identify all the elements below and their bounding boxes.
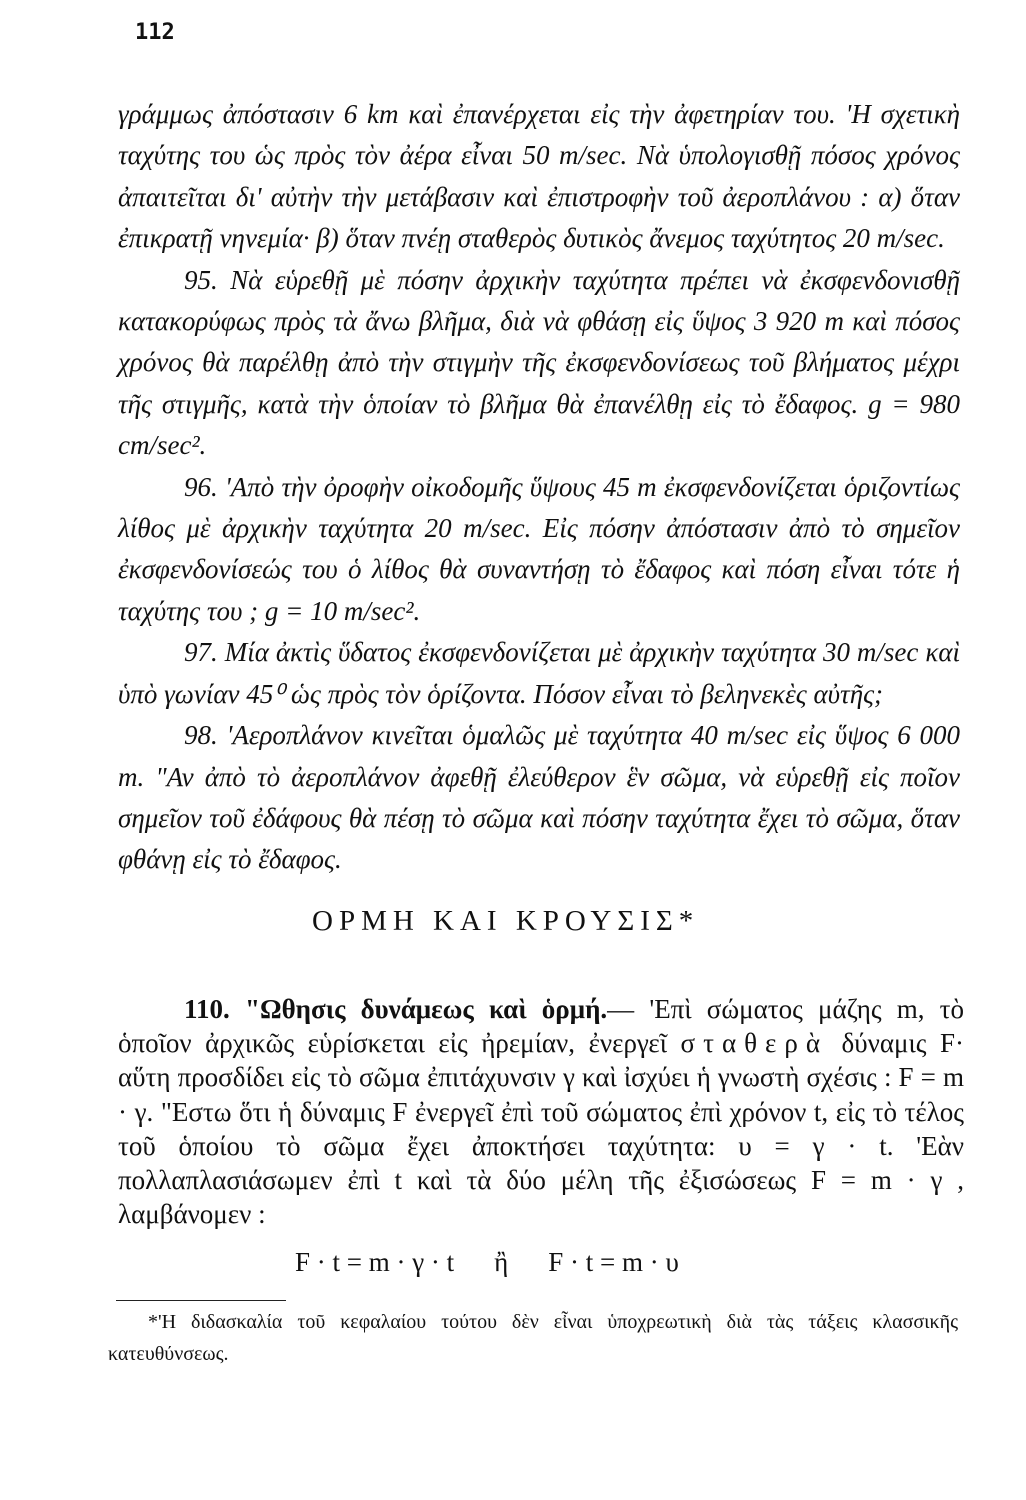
problem-text: 'Αεροπλάνον κινεῖται ὁμαλῶς μὲ ταχύτητα 40 m/sec εἰς ὕψος 6 000 m. "Αν ἀπὸ τὸ ἀεροπλάνον ἀφεθῇ ἐλεύθερον ἓν σῶμα, νὰ εὑρεθῇ εἰς ποῖον σημεῖον τοῦ ἐδάφους θὰ πέσῃ τὸ σῶμα καὶ πόσην ταχύτητα ἔχει τὸ σῶμα, ὅταν φθάνῃ εἰς τὸ ἔδαφος.: [118, 720, 961, 875]
problem-number: 98.: [184, 720, 218, 751]
problem-97: [118, 632, 960, 715]
problem-95: [118, 260, 960, 467]
problem-96: [118, 467, 960, 633]
exercises-block: [118, 94, 960, 881]
article-dash: —: [607, 994, 650, 1024]
formula-connector: ἢ: [494, 1247, 509, 1277]
article-title: "Ωθησις δυνάμεως καὶ ὁρμή.: [244, 994, 608, 1024]
formula-right: F · t = m · υ: [548, 1247, 679, 1277]
continued-paragraph: γράμμως ἀπόστασιν 6 km καὶ ἐπανέρχεται εἰς τὴν ἀφετηρίαν του. 'Η σχετικὴ ταχύτης του ὡς πρὸς τὸν ἀέρα εἶναι 50 m/sec. Νὰ ὑπολογισθῇ πόσος χρόνος ἀπαιτεῖται δι' αὐτὴν τὴν μετάβασιν καὶ ἐπιστροφὴν τοῦ ἀεροπλάνου : α) ὅταν ἐπικρατῇ νηνεμία· β) ὅταν πνέῃ σταθερὸς δυτικὸς ἄνεμος ταχύτητος 20 m/sec.: [118, 99, 960, 254]
formula-line: [295, 1247, 679, 1278]
article-block: [118, 992, 964, 1231]
problem-number: 97.: [184, 637, 218, 668]
section-heading: ΟΡΜΗ ΚΑΙ ΚΡΟΥΣΙΣ*: [312, 905, 700, 937]
problem-text: 'Απὸ τὴν ὀροφὴν οἰκοδομῆς ὕψους 45 m ἐκσφενδονίζεται ὁριζοντίως λίθος μὲ ἀρχικὴν ταχύτητα 20 m/sec. Εἰς πόσην ἀπόστασιν ἀπὸ τὸ σημεῖον ἐκσφενδονίσεώς του ὁ λίθος θὰ συναντήσῃ τὸ ἔδαφος καὶ πόση εἶναι τότε ἡ ταχύτης του ; g = 10 m/sec².: [118, 471, 961, 626]
footnote-divider: [116, 1300, 286, 1301]
article-number: 110.: [184, 994, 230, 1024]
formula-left: F · t = m · γ · t: [295, 1247, 455, 1277]
problem-number: 95.: [184, 264, 218, 295]
problem-text: Νὰ εὑρεθῇ μὲ πόσην ἀρχικὴν ταχύτητα πρέπει νὰ ἐκσφενδονισθῇ κατακορύφως πρὸς τὰ ἄνω βλῆμα, διὰ νὰ φθάσῃ εἰς ὕψος 3 920 m καὶ πόσος χρόνος θὰ παρέλθῃ ἀπὸ τὴν στιγμὴν τῆς ἐκσφενδονίσεως τοῦ βλήματος μέχρι τῆς στιγμῆς, κατὰ τὴν ὁποίαν τὸ βλῆμα θὰ ἐπανέλθῃ εἰς τὸ ἔδαφος. g = 980 cm/sec².: [118, 264, 960, 461]
problem-98: [118, 715, 960, 881]
problem-text: Μία ἀκτὶς ὕδατος ἐκσφενδονίζεται μὲ ἀρχικὴν ταχύτητα 30 m/sec καὶ ὑπὸ γωνίαν 45⁰ ὡς πρὸς τὸν ὁρίζοντα. Πόσον εἶναι τὸ βεληνεκὲς αὐτῆς;: [118, 637, 960, 709]
article-text-1: 'Επὶ σώματος μάζης m, τὸ ὁποῖον ἀρχικῶς εὑρίσκεται εἰς ἠρεμίαν, ἐνεργεῖ: [118, 994, 965, 1059]
article-text-2: δύναμις F· αὕτη προσδίδει εἰς τὸ σῶμα ἐπιτάχυνσιν γ καὶ ἰσχύει ἡ γνωστὴ σχέσις : F = m · γ. "Εστω ὅτι ἡ δύναμις F ἐνεργεῖ ἐπὶ τοῦ σώματος ἐπὶ χρόνον t, εἰς τὸ τέλος τοῦ ὁποίου τὸ σῶμα ἔχει ἀποκτήσει ταχύτητα: υ = γ · t. 'Εὰν πολλαπλασιάσωμεν ἐπὶ t καὶ τὰ δύο μέλη τῆς ἐξισώσεως F = m · γ , λαμβάνομεν :: [118, 1028, 964, 1230]
page-number: 112: [135, 20, 175, 45]
article-110-paragraph: [118, 992, 964, 1231]
footnote: *'Η διδασκαλία τοῦ κεφαλαίου τούτου δὲν εἶναι ὑποχρεωτικὴ διὰ τὰς τάξεις κλασσικῆς κατευθύνσεως.: [108, 1311, 958, 1365]
problem-number: 96.: [184, 471, 218, 502]
spaced-term: σταθερὰ: [680, 1028, 828, 1059]
